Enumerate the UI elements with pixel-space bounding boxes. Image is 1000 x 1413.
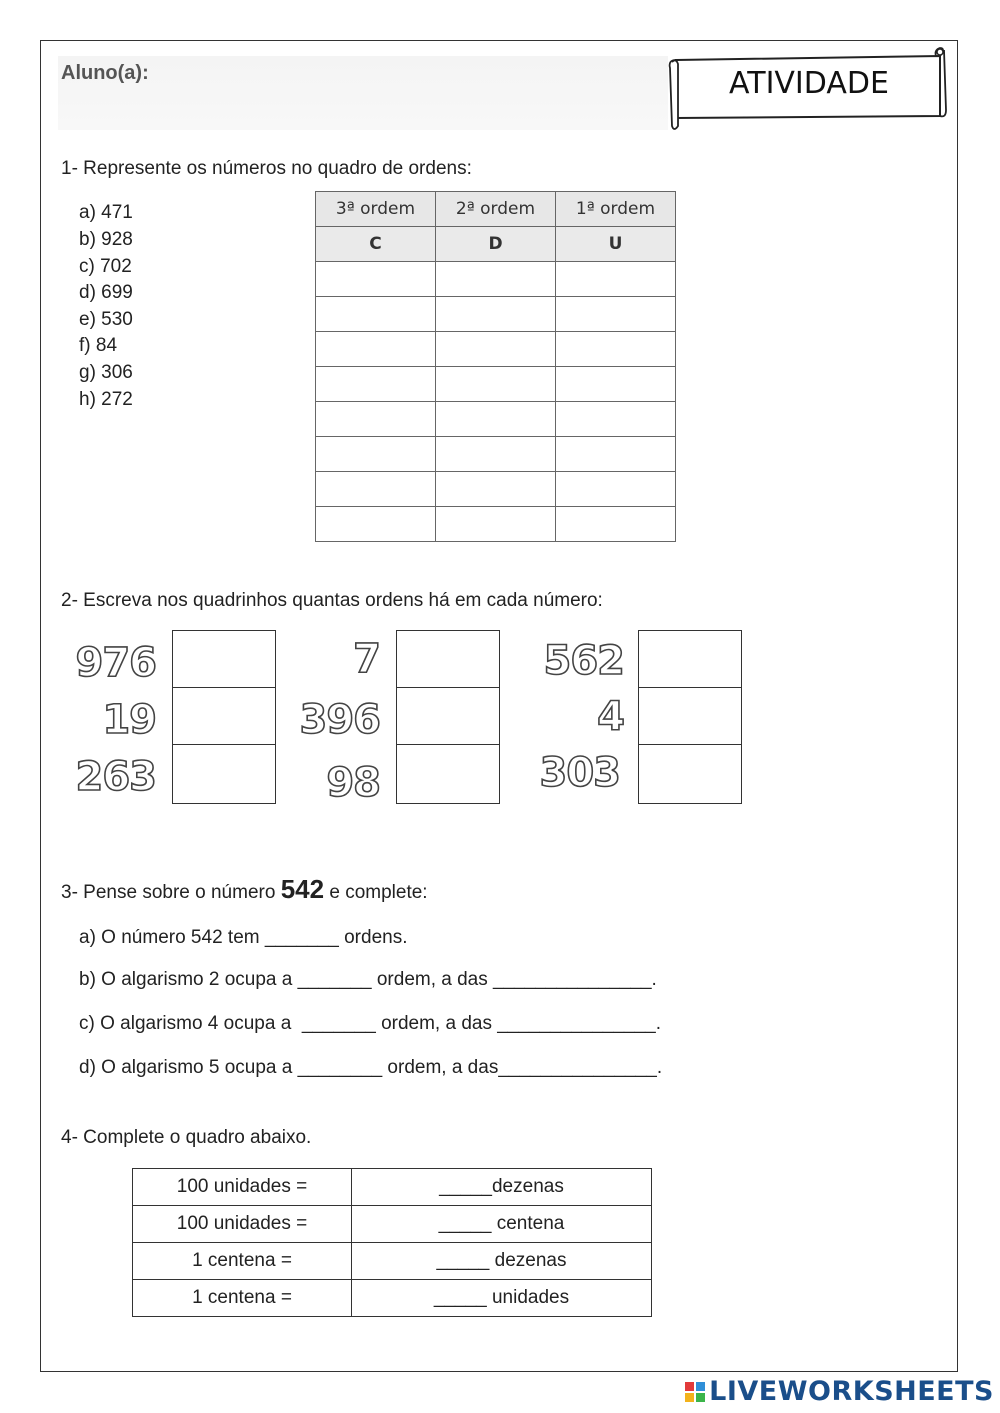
answer-cell[interactable] [556,262,676,297]
answer-cell[interactable] [556,437,676,472]
q2-answer-box[interactable] [173,745,275,802]
units-left-cell: 1 centena = [133,1243,352,1280]
answer-cell[interactable] [556,367,676,402]
answer-cell[interactable] [436,507,556,542]
units-left-cell: 100 unidades = [133,1206,352,1243]
table-row [133,1243,652,1280]
answer-cell[interactable] [436,472,556,507]
q2-answer-box[interactable] [173,688,275,745]
q2-answer-box[interactable] [639,631,741,688]
q1-item-h: h) 272 [79,389,133,410]
q3-title [61,874,428,905]
q2-answer-boxes [396,630,500,804]
answer-cell[interactable] [556,472,676,507]
answer-cell[interactable] [316,367,436,402]
watermark-text: LIVEWORKSHEETS [709,1376,994,1407]
answer-cell[interactable] [556,507,676,542]
q2-number: 7 [353,636,380,682]
q2-number: 562 [543,638,624,684]
order-header-1: 1ª ordem [556,192,676,227]
q2-title: 2- Escreva nos quadrinhos quantas ordens há em cada número: [61,590,603,611]
liveworksheets-watermark [685,1376,994,1407]
q2-answer-boxes [172,630,276,804]
q3-title-after: e complete: [329,882,428,903]
q2-answer-box[interactable] [397,631,499,688]
q3-line-a[interactable]: a) O número 542 tem _______ ordens. [79,927,408,948]
q1-item-f: f) 84 [79,335,118,356]
answer-cell[interactable] [556,332,676,367]
student-name-field[interactable] [58,56,668,130]
q3-line-c[interactable]: c) O algarismo 4 ocupa a _______ ordem, a das _______________. [79,1013,662,1034]
answer-cell[interactable] [316,262,436,297]
answer-cell[interactable] [316,402,436,437]
answer-cell[interactable] [316,297,436,332]
order-table [315,191,676,542]
units-table [132,1168,652,1317]
answer-cell[interactable] [316,472,436,507]
units-answer-cell[interactable]: _____ centena [352,1206,652,1243]
units-answer-cell[interactable]: _____ dezenas [352,1243,652,1280]
logo-square [685,1393,694,1402]
q3-title-before: 3- Pense sobre o número [61,882,276,903]
logo-square [696,1382,705,1391]
q2-number: 19 [102,697,156,743]
activity-title: ATIVIDADE [729,66,889,101]
answer-cell[interactable] [556,402,676,437]
answer-cell[interactable] [436,402,556,437]
q2-number: 303 [539,750,620,796]
q2-answer-box[interactable] [639,688,741,745]
q4-title: 4- Complete o quadro abaixo. [61,1127,312,1148]
q2-answer-box[interactable] [173,631,275,688]
answer-cell[interactable] [436,297,556,332]
answer-cell[interactable] [436,332,556,367]
units-left-cell: 1 centena = [133,1280,352,1317]
q1-item-d: d) 699 [79,282,133,303]
answer-cell[interactable] [316,507,436,542]
order-header-3: 3ª ordem [316,192,436,227]
order-header-2: 2ª ordem [436,192,556,227]
q2-answer-box[interactable] [397,745,499,802]
table-row [133,1280,652,1317]
q1-item-g: g) 306 [79,362,133,383]
answer-cell[interactable] [316,437,436,472]
q2-answer-boxes [638,630,742,804]
q2-number: 263 [75,754,156,800]
q2-number: 98 [326,760,380,806]
q1-item-b: b) 928 [79,229,133,250]
q3-line-d[interactable]: d) O algarismo 5 ocupa a ________ ordem, a das_______________. [79,1057,663,1078]
table-row [133,1169,652,1206]
q1-item-e: e) 530 [79,309,133,330]
student-label: Aluno(a): [61,62,149,84]
letter-header-d: D [436,227,556,262]
q2-number: 976 [75,640,156,686]
answer-cell[interactable] [436,262,556,297]
q1-item-a: a) 471 [79,202,133,223]
answer-cell[interactable] [436,437,556,472]
answer-cell[interactable] [436,367,556,402]
answer-cell[interactable] [316,332,436,367]
q3-line-b[interactable]: b) O algarismo 2 ocupa a _______ ordem, a das _______________. [79,969,657,990]
q2-answer-box[interactable] [639,745,741,802]
q1-title: 1- Represente os números no quadro de ordens: [61,158,472,179]
q2-number: 4 [597,694,624,740]
letter-header-u: U [556,227,676,262]
liveworksheets-logo-icon [685,1382,705,1402]
units-left-cell: 100 unidades = [133,1169,352,1206]
units-answer-cell[interactable]: _____dezenas [352,1169,652,1206]
letter-header-c: C [316,227,436,262]
table-row [133,1206,652,1243]
logo-square [696,1393,705,1402]
logo-square [685,1382,694,1391]
q2-number: 396 [299,697,380,743]
q2-answer-box[interactable] [397,688,499,745]
units-answer-cell[interactable]: _____ unidades [352,1280,652,1317]
q1-item-c: c) 702 [79,256,132,277]
answer-cell[interactable] [556,297,676,332]
q3-number: 542 [280,874,325,904]
